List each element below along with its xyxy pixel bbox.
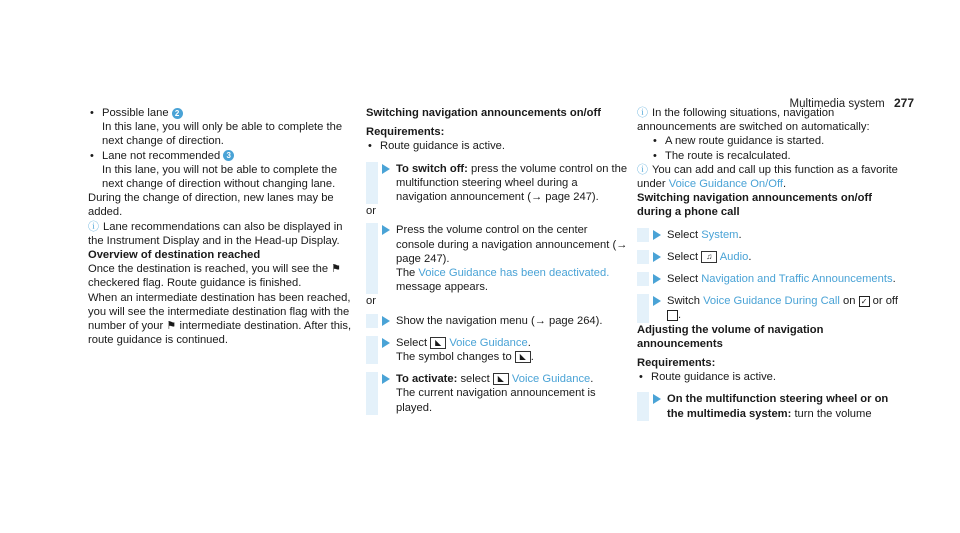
info-icon: ⓘ <box>637 107 648 119</box>
list-item: • Possible lane 2 <box>88 106 358 120</box>
voice-guidance-icon: ◣ <box>515 351 531 363</box>
callout-number: 3 <box>223 150 234 161</box>
column-3 <box>637 106 907 421</box>
arrow-icon <box>382 164 390 174</box>
section-heading: Adjusting the volume of navigation announcements <box>637 323 824 350</box>
list-item: • A new route guidance is started. <box>651 134 907 148</box>
step: To activate: select ◣ Voice Guidance. The current navigation announcement is played. <box>366 372 628 415</box>
voice-guidance-icon: ◣ <box>430 337 446 349</box>
step: Select Navigation and Traffic Announcements. <box>637 272 907 286</box>
checkbox-checked-icon: ✓ <box>859 296 870 307</box>
list-item: • Route guidance is active. <box>366 139 628 153</box>
column-1 <box>88 106 358 347</box>
step: Select System. <box>637 228 907 242</box>
section-heading: Switching navigation announcements on/off <box>366 107 601 119</box>
arrow-icon <box>653 394 661 404</box>
arrow-icon <box>382 225 390 235</box>
callout-number: 2 <box>172 108 183 119</box>
arrow-icon <box>653 230 661 240</box>
arrow-icon <box>653 252 661 262</box>
page-number: 277 <box>893 96 914 110</box>
list-item: • The route is recalculated. <box>651 149 907 163</box>
paragraph: When an intermediate destination has been reached, you will see the intermediate destination flag with the number of your ⚑ intermediate destination. After this, route guidance is continued. <box>88 291 352 347</box>
list-item-text: In this lane, you will not be able to complete the next change of direction without changing lane. <box>102 163 338 191</box>
paragraph: During the change of direction, new lanes may be added. <box>88 192 334 219</box>
section-heading: Switching navigation announcements on/off during a phone call <box>637 192 872 219</box>
requirements-label: Requirements: <box>366 126 445 139</box>
info-icon: ⓘ <box>637 163 648 176</box>
header-title: Multimedia system <box>789 98 885 110</box>
or-text: or <box>366 295 376 308</box>
step: Show the navigation menu (→ page 264). <box>366 314 628 328</box>
arrow-icon <box>382 316 390 326</box>
list-item-text: In this lane, you will only be able to complete the next change of direction. <box>102 121 343 148</box>
info-note: ⓘ In the following situations, navigation announcements are switched on automatically: <box>637 107 870 134</box>
list-item: • Route guidance is active. <box>637 370 907 384</box>
step: Select ◣ Voice Guidance. The symbol changes to ◣ . <box>366 336 628 364</box>
info-icon: ⓘ <box>88 220 99 233</box>
info-note: ⓘ You can add and call up this function as a favorite under Voice Guidance On/Off. <box>637 163 898 191</box>
arrow-icon <box>382 374 390 384</box>
step: On the multifunction steering wheel or on the multimedia system: turn the volume <box>637 392 907 420</box>
info-note: ⓘ Lane recommendations can also be displayed in the Instrument Display and in the Head-up Display. <box>88 220 343 247</box>
paragraph: Once the destination is reached, you will see the ⚑ checkered flag. Route guidance is finished. <box>88 263 342 290</box>
voice-guidance-icon: ◣ <box>493 373 509 385</box>
checkbox-empty-icon <box>667 310 678 321</box>
audio-icon: ♫ <box>701 251 717 263</box>
step: To switch off: press the volume control on the multifunction steering wheel during a navigation announcement (→ page 247). <box>366 162 628 205</box>
arrow-icon <box>653 274 661 284</box>
step: Switch Voice Guidance During Call on ✓ or off . <box>637 294 907 322</box>
list-item: • Lane not recommended 3 <box>88 149 358 163</box>
requirements-label: Requirements: <box>637 357 716 370</box>
step: Select ♫ Audio. <box>637 250 907 264</box>
column-2 <box>366 106 628 415</box>
section-heading: Overview of destination reached <box>88 249 261 262</box>
step: Press the volume control on the center console during a navigation announcement (→ page 247). The Voice Guidance has been deactivated. message appears. <box>366 223 628 294</box>
arrow-icon <box>382 338 390 348</box>
or-text: or <box>366 205 376 218</box>
arrow-icon <box>653 296 661 306</box>
